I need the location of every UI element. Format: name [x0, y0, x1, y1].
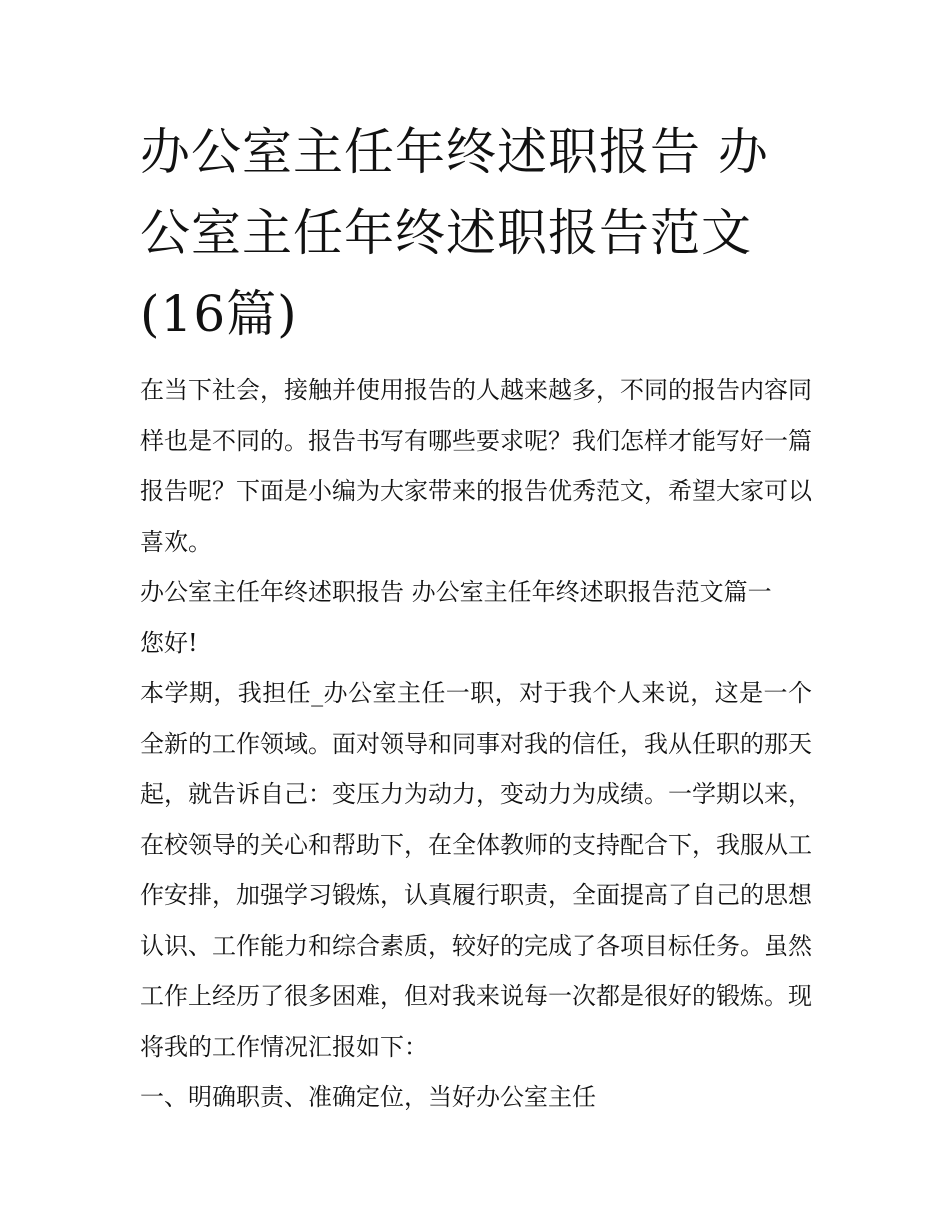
intro-paragraph: 在当下社会，接触并使用报告的人越来越多，不同的报告内容同样也是不同的。报告书写有哪些要求呢？我们怎样才能写好一篇报告呢？下面是小编为大家带来的报告优秀范文，希望大家可以喜欢。	[140, 376, 812, 556]
document-page	[140, 112, 812, 1123]
document-title: 办公室主任年终述职报告 办公室主任年终述职报告范文(16篇)	[140, 123, 769, 343]
section-heading: 办公室主任年终述职报告 办公室主任年终述职报告范文篇一	[140, 578, 772, 606]
subsection-heading: 一、明确职责、准确定位，当好办公室主任	[140, 1083, 596, 1111]
greeting: 您好!	[140, 628, 198, 657]
body-paragraph: 本学期，我担任_办公室主任一职，对于我个人来说，这是一个全新的工作领域。面对领导和同事对我的信任，我从任职的那天起，就告诉自己：变压力为动力，变动力为成绩。一学期以来，在校领导的关心和帮助下，在全体教师的支持配合下，我服从工作安排，加强学习锻炼，认真履行职责，全面提高了自己的思想认识、工作能力和综合素质，较好的完成了各项目标任务。虽然工作上经历了很多困难，但对我来说每一次都是很好的锻炼。现将我的工作情况汇报如下：	[140, 679, 812, 1061]
